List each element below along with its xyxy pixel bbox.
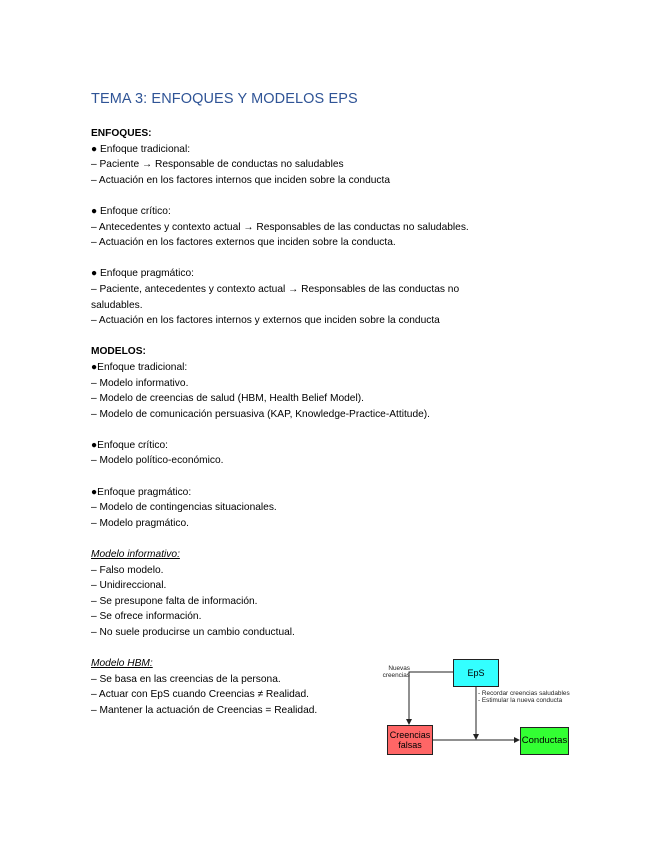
modelos-critico-line-1: – Modelo político-económico. xyxy=(91,455,224,467)
arrow-eps-to-creencias xyxy=(409,672,453,724)
modelos-tradicional-line-2: – Modelo de creencias de salud (HBM, Health Belief Model). xyxy=(91,393,364,405)
enfoque-critico-label: ● Enfoque crítico: xyxy=(91,205,171,217)
modelos-pragmatico-line-2: – Modelo pragmático. xyxy=(91,517,189,529)
modelos-heading: MODELOS: xyxy=(91,346,146,358)
modelos-tradicional-line-3: – Modelo de comunicación persuasiva (KAP, Knowledge-Practice-Attitude). xyxy=(91,408,431,420)
modelos-tradicional-line-1: – Modelo informativo. xyxy=(91,377,189,389)
enfoque-pragmatico-line-2: – Actuación en los factores internos y externos que inciden sobre la conducta xyxy=(91,315,440,327)
enfoque-pragmatico-line-1b: saludables. xyxy=(91,299,143,311)
document-body xyxy=(91,126,571,719)
hbm-line-1: – Se basa en las creencias de la persona. xyxy=(91,673,281,685)
enfoque-pragmatico-line-1a: – Paciente, antecedentes y contexto actual → Responsables de las conductas no xyxy=(91,283,460,295)
enfoques-heading: ENFOQUES: xyxy=(91,128,152,139)
hbm-line-3: – Mantener la actuación de Creencias = Realidad. xyxy=(91,704,318,716)
modelos-pragmatico-label: ●Enfoque pragmático: xyxy=(91,486,192,498)
informativo-line-2: – Unidireccional. xyxy=(91,580,167,592)
modelos-tradicional-label: ●Enfoque tradicional: xyxy=(91,361,188,373)
enfoque-pragmatico-label: ● Enfoque pragmático: xyxy=(91,268,194,280)
eps-box: EpS xyxy=(453,659,499,687)
enfoque-critico-line-1: – Antecedentes y contexto actual → Responsables de las conductas no saludables. xyxy=(91,221,469,233)
page-title: TEMA 3: ENFOQUES Y MODELOS EPS xyxy=(91,91,358,107)
informativo-line-4: – Se ofrece información. xyxy=(91,611,202,623)
hbm-line-2: – Actuar con EpS cuando Creencias ≠ Realidad. xyxy=(91,689,309,701)
recordar-label xyxy=(478,690,573,704)
hbm-diagram xyxy=(370,655,580,765)
modelo-hbm-heading: Modelo HBM: xyxy=(91,658,153,670)
enfoque-tradicional-label: ● Enfoque tradicional: xyxy=(91,143,191,155)
informativo-line-1: – Falso modelo. xyxy=(91,564,164,576)
enfoque-critico-line-2: – Actuación en los factores externos que inciden sobre la conducta. xyxy=(91,237,396,249)
creencias-falsas-box: Creencias falsas xyxy=(387,725,433,755)
modelos-pragmatico-line-1: – Modelo de contingencias situacionales. xyxy=(91,502,277,514)
recordar-line-2: - Estimular la nueva conducta xyxy=(478,697,563,704)
modelos-critico-label: ●Enfoque crítico: xyxy=(91,439,168,451)
recordar-line-1: - Recordar creencias saludables xyxy=(478,690,570,697)
modelo-informativo-heading: Modelo informativo: xyxy=(91,549,180,561)
enfoque-tradicional-line-1: – Paciente → Responsable de conductas no saludables xyxy=(91,159,344,171)
conductas-box: Conductas xyxy=(520,727,569,755)
informativo-line-3: – Se presupone falta de información. xyxy=(91,595,258,607)
enfoque-tradicional-line-2: – Actuación en los factores internos que inciden sobre la conducta xyxy=(91,174,391,186)
informativo-line-5: – No suele producirse un cambio conductual. xyxy=(91,627,295,638)
nuevas-creencias-label: Nuevas creencias xyxy=(382,665,410,679)
